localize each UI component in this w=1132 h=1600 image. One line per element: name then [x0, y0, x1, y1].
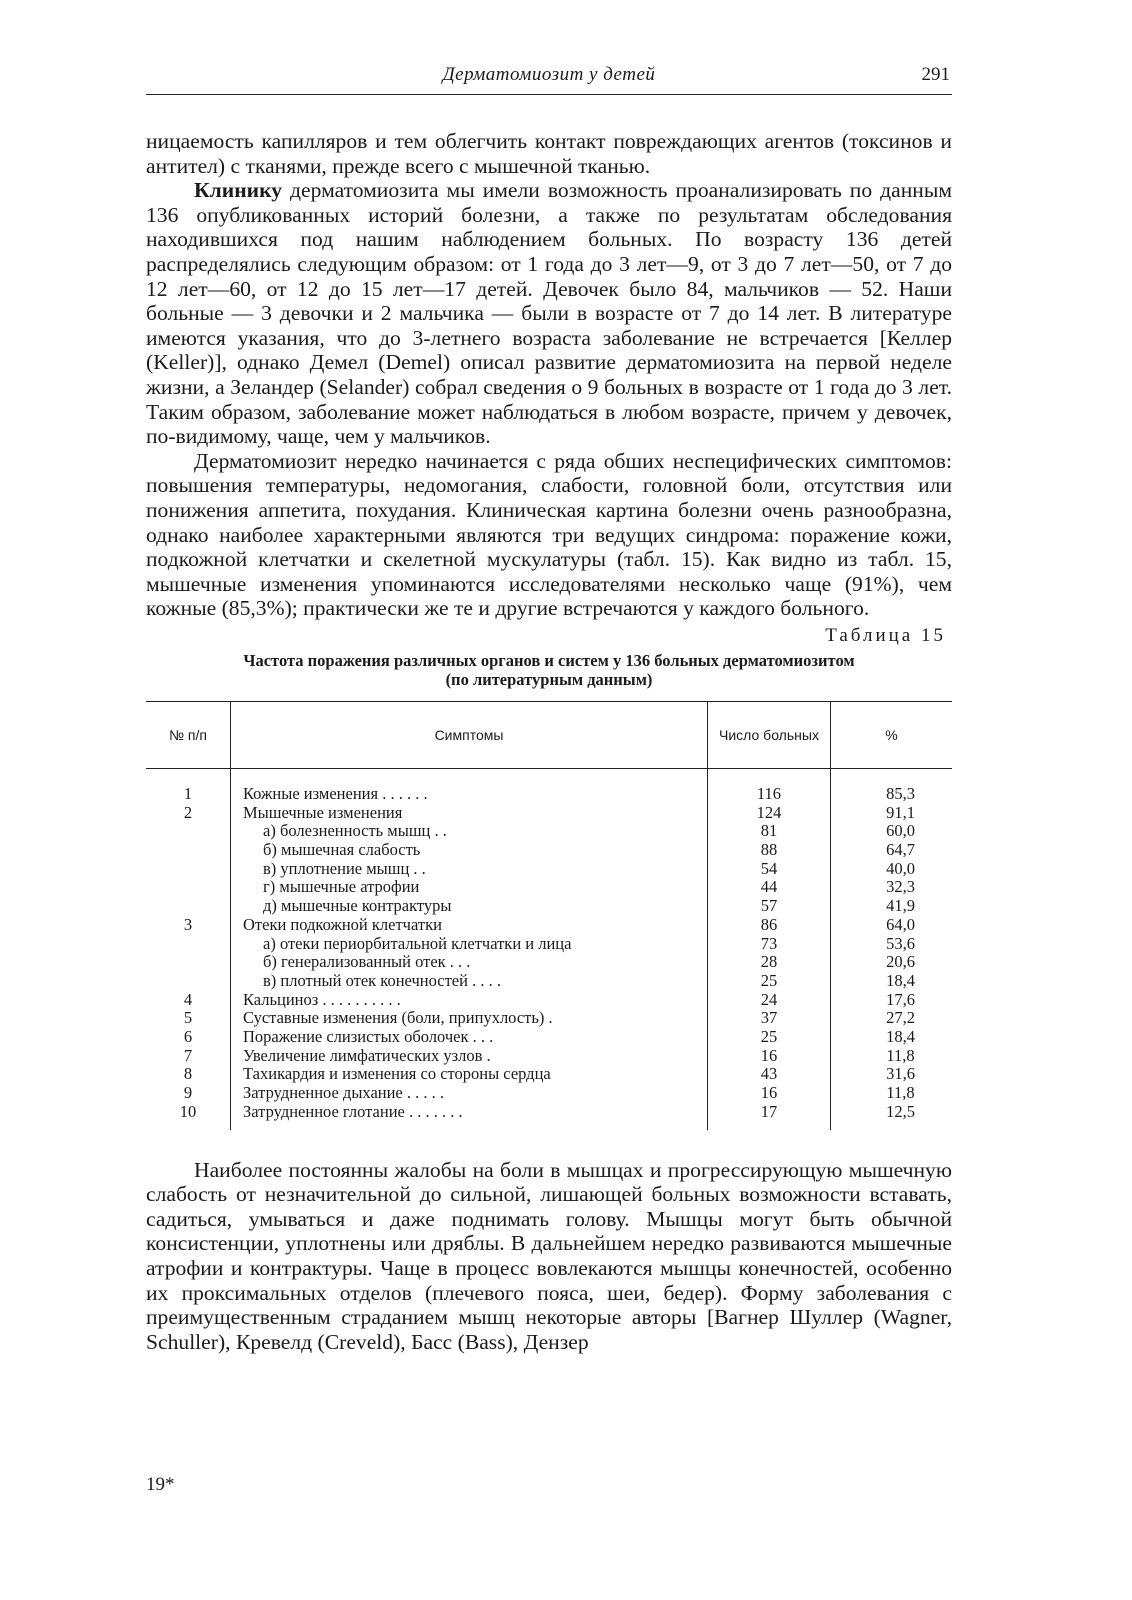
table-row — [146, 1028, 952, 1047]
row-number: 5 — [183, 1008, 193, 1028]
row-percent: 12,5 — [886, 1101, 915, 1121]
table-row — [146, 860, 952, 879]
row-count: 124 — [708, 804, 831, 823]
row-count: 54 — [708, 860, 831, 879]
row-percent: 31,6 — [886, 1064, 915, 1084]
row-symptom: Кожные изменения . . . . . . — [231, 768, 708, 803]
row-symptom: Поражение слизистых оболочек . . . — [231, 1028, 708, 1047]
row-percent: 11,8 — [886, 1083, 915, 1103]
header-num: № п/п — [146, 701, 231, 768]
running-title: Дерматомиозит у детей — [442, 64, 656, 85]
table-header-row — [146, 701, 952, 768]
row-count: 25 — [708, 1028, 831, 1047]
paragraph: ницаемость капилляров и тем облегчить контакт повреждающих агентов (токсинов и антител) с тканями, прежде всего с мышечной тканью. — [146, 129, 952, 178]
row-symptom: Суставные изменения (боли, припухлость) . — [231, 1009, 708, 1028]
row-symptom: д) мышечные контрактуры — [231, 897, 708, 916]
row-symptom: а) болезненность мышц . . — [231, 822, 708, 841]
row-count: 86 — [708, 916, 831, 935]
row-symptom: б) генерализованный отек . . . — [231, 953, 708, 972]
running-head — [146, 60, 952, 95]
row-count: 116 — [708, 768, 831, 803]
paragraph: Клинику дерматомиозита мы имели возможность проанализировать по данным 136 опубликованных историй болезни, а также по результатам обследования находившихся под нашим наблюдением больных. По возрасту 136 детей распределялись следующим образом: от 1 года до 3 лет—9, от 3 до 7 лет—50, от 7 до 12 лет—60, от 12 до 15 лет—17 детей. Девочек было 84, мальчиков — 52. Наши больные — 3 девочки и 2 мальчика — были в возрасте от 7 до 14 лет. В литературе имеются указания, что до 3-летнего возраста заболевание не встречается [Келлер (Keller)], однако Демел (Demel) описал развитие дерматомиозита на первой неделе жизни, а Зеландер (Selander) собрал сведения о 9 больных в возрасте от 1 года до 3 лет. Таким образом, заболевание может наблюдаться в любом возрасте, причем у девочек, по-видимому, чаще, чем у мальчиков. — [146, 178, 952, 449]
row-percent: 18,4 — [886, 970, 915, 990]
row-percent: 32,3 — [886, 877, 915, 897]
row-number — [146, 953, 231, 972]
table-row — [146, 935, 952, 954]
text-before-table — [146, 129, 952, 621]
header-count: Число больных — [708, 701, 831, 768]
row-symptom: Затрудненное дыхание . . . . . — [231, 1084, 708, 1103]
row-percent: 53,6 — [886, 933, 915, 953]
row-number: 2 — [183, 802, 193, 822]
row-symptom: б) мышечная слабость — [231, 841, 708, 860]
row-count: 57 — [708, 897, 831, 916]
row-number: 4 — [183, 989, 193, 1009]
book-page — [146, 60, 952, 1354]
table-row — [146, 768, 952, 803]
row-percent: 91,1 — [886, 802, 915, 822]
row-number: 6 — [183, 1027, 193, 1047]
printer-signature: 19* — [146, 1474, 175, 1495]
row-percent: 17,6 — [886, 989, 915, 1009]
table-title: Частота поражения различных органов и систем у 136 больных дерматомиозитом (по литературным данным) — [243, 650, 855, 689]
row-count: 88 — [708, 841, 831, 860]
table-row — [146, 972, 952, 991]
row-symptom: Кальциноз . . . . . . . . . . — [231, 991, 708, 1010]
row-symptom: в) плотный отек конечностей . . . . — [231, 972, 708, 991]
symptom-frequency-table — [146, 701, 952, 1130]
row-number: 8 — [183, 1064, 193, 1084]
row-symptom: Затрудненное глотание . . . . . . . — [231, 1103, 708, 1130]
table-row — [146, 804, 952, 823]
row-number — [146, 897, 231, 916]
row-count: 16 — [708, 1084, 831, 1103]
table-row — [146, 1103, 952, 1130]
row-number: 10 — [179, 1101, 197, 1121]
row-number: 1 — [183, 783, 193, 803]
paragraph-lead: Клинику — [194, 178, 283, 203]
table-row — [146, 1009, 952, 1028]
row-percent: 27,2 — [886, 1008, 915, 1028]
header-symptom: Симптомы — [231, 701, 708, 768]
row-percent: 64,0 — [886, 914, 915, 934]
table-number: Таблица 15 — [825, 624, 946, 646]
row-count: 24 — [708, 991, 831, 1010]
row-count: 44 — [708, 878, 831, 897]
row-count: 81 — [708, 822, 831, 841]
table-row — [146, 878, 952, 897]
row-count: 43 — [708, 1065, 831, 1084]
row-percent: 40,0 — [886, 858, 915, 878]
row-symptom: в) уплотнение мышц . . — [231, 860, 708, 879]
paragraph: Дерматомиозит нередко начинается с ряда обших неспецифических симптомов: повышения температуры, недомогания, слабости, головной боли, отсутствия или понижения аппетита, похудания. Клиническая картина болезни очень разнообразна, однако наиболее характерными являются три ведущих синдрома: поражение кожи, подкожной клетчатки и скелетной мускулатуры (табл. 15). Как видно из табл. 15, мышечные изменения упоминаются исследователями несколько чаще (91%), чем кожные (85,3%); практически же те и другие встречаются у каждого больного. — [146, 448, 952, 621]
row-percent: 60,0 — [886, 821, 915, 841]
text-after-table — [146, 1158, 952, 1355]
table-row — [146, 991, 952, 1010]
table-body — [146, 768, 952, 1129]
page-number: 291 — [921, 64, 950, 85]
row-symptom: а) отеки периорбитальной клетчатки и лица — [231, 935, 708, 954]
row-number: 9 — [183, 1083, 193, 1103]
row-number — [146, 878, 231, 897]
row-count: 17 — [708, 1103, 831, 1130]
row-count: 28 — [708, 953, 831, 972]
header-percent: % — [831, 701, 953, 768]
row-number — [146, 860, 231, 879]
row-percent: 85,3 — [886, 783, 915, 803]
row-percent: 41,9 — [886, 896, 915, 916]
row-number — [146, 822, 231, 841]
row-number: 7 — [183, 1045, 193, 1065]
table-row — [146, 953, 952, 972]
row-number: 3 — [183, 914, 193, 934]
row-number — [146, 841, 231, 860]
row-number — [146, 972, 231, 991]
row-percent: 18,4 — [886, 1027, 915, 1047]
row-symptom: Тахикардия и изменения со стороны сердца — [231, 1065, 708, 1084]
table-row — [146, 1047, 952, 1066]
row-count: 16 — [708, 1047, 831, 1066]
row-percent: 20,6 — [886, 952, 915, 972]
table-row — [146, 822, 952, 841]
row-count: 37 — [708, 1009, 831, 1028]
row-symptom: Увеличение лимфатических узлов . — [231, 1047, 708, 1066]
table-row — [146, 897, 952, 916]
table-row — [146, 1084, 952, 1103]
table-row — [146, 841, 952, 860]
row-number — [146, 935, 231, 954]
paragraph: Наиболее постоянны жалобы на боли в мышцах и прогрессирующую мышечную слабость от незначительной до сильной, лишающей больных возможности вставать, садиться, умываться и даже поднимать голову. Мышцы могут быть обычной консистенции, уплотнены или дряблы. В дальнейшем нередко развиваются мышечные атрофии и контрактуры. Чаще в процесс вовлекаются мышцы конечностей, особенно их проксимальных отделов (плечевого пояса, шеи, бедер). Форму заболевания с преимущественным страданием мышц некоторые авторы [Вагнер Шуллер (Wagner, Schuller), Кревелд (Creveld), Басс (Bass), Дензер — [146, 1157, 952, 1354]
table-row — [146, 1065, 952, 1084]
table-row — [146, 916, 952, 935]
row-symptom: Мышечные изменения — [231, 804, 708, 823]
row-symptom: г) мышечные атрофии — [231, 878, 708, 897]
row-percent: 11,8 — [886, 1045, 915, 1065]
row-percent: 64,7 — [886, 839, 915, 859]
row-count: 25 — [708, 972, 831, 991]
table-caption — [146, 625, 952, 689]
row-symptom: Отеки подкожной клетчатки — [231, 916, 708, 935]
row-count: 73 — [708, 935, 831, 954]
